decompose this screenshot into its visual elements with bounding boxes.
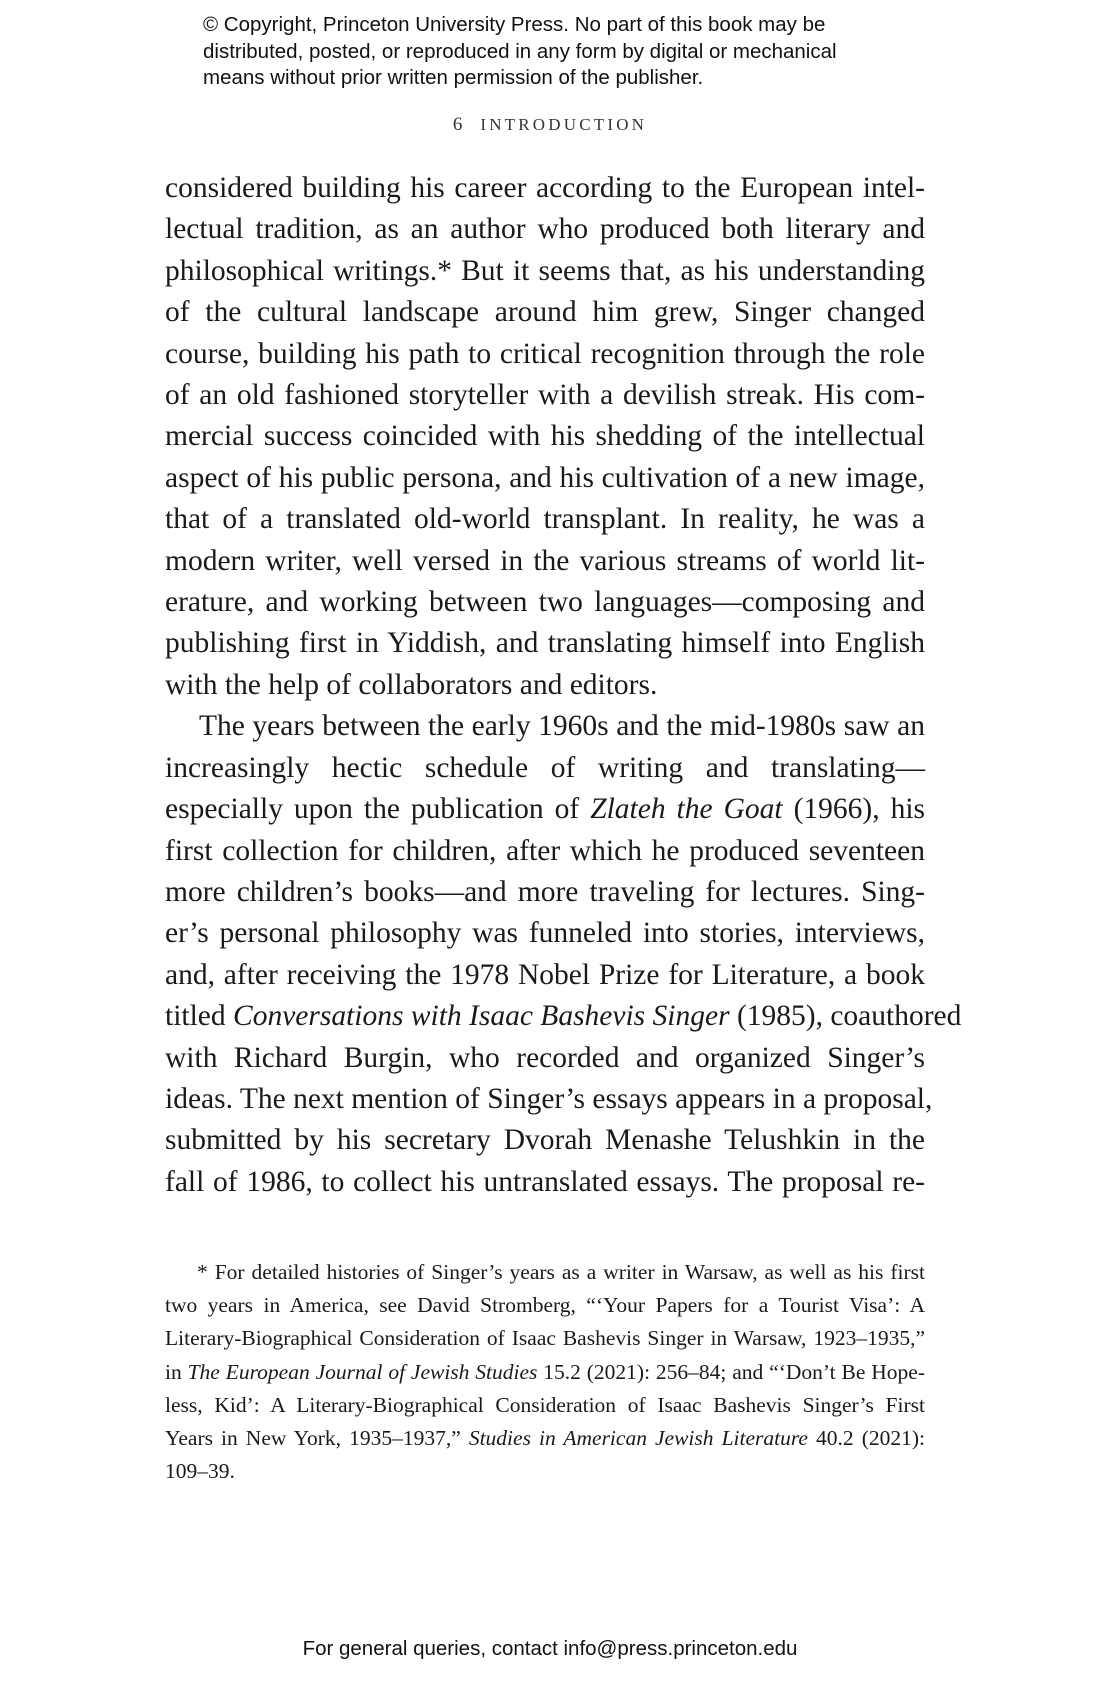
running-head: [0, 114, 1100, 136]
text-run: 40.2 (2021):: [807, 1426, 925, 1451]
italic-title: Zlateh the Goat: [590, 793, 783, 826]
text-line: [165, 1422, 925, 1455]
text-line: [165, 789, 925, 830]
text-line: er’s personal philosophy was funneled into stories, interviews,: [165, 917, 925, 950]
text-run: (1985), coauthored: [729, 1000, 962, 1033]
text-line: of an old fashioned storyteller with a devilish streak. His com-: [165, 379, 925, 412]
copyright-line: means without prior written permission of the publisher.: [203, 66, 704, 89]
text-line: erature, and working between two languages—composing and: [165, 586, 925, 619]
text-line: philosophical writings.* But it seems that, as his understanding: [165, 254, 925, 287]
italic-title: Studies in American Jewish Literature: [468, 1426, 808, 1451]
text-line: The years between the early 1960s and the mid-1980s saw an: [199, 710, 925, 743]
page-number: 6: [452, 114, 463, 135]
text-line: mercial success coincided with his shedding of the intellectual: [165, 420, 925, 453]
copyright-line: © Copyright, Princeton University Press. No part of this book may be: [203, 13, 826, 36]
text-line: more children’s books—and more traveling for lectures. Sing-: [165, 875, 925, 908]
text-line: lectual tradition, as an author who produced both literary and: [165, 213, 925, 246]
text-line: [165, 996, 962, 1037]
text-line: considered building his career according to the European intel-: [165, 172, 925, 204]
italic-title: The European Journal of Jewish Studies: [187, 1359, 538, 1384]
text-line: of the cultural landscape around him grew, Singer changed: [165, 296, 925, 329]
text-line: fall of 1986, to collect his untranslated essays. The proposal re-: [165, 1165, 925, 1198]
text-line: modern writer, well versed in the various streams of world lit-: [165, 544, 925, 577]
text-line: two years in America, see David Stromberg, “‘Your Papers for a Tourist Visa’: A: [165, 1293, 925, 1318]
body-text: [165, 168, 962, 1203]
footer-contact: For general queries, contact info@press.princeton.edu: [302, 1637, 798, 1660]
italic-title: Conversations with Isaac Bashevis Singer: [233, 1000, 730, 1033]
text-run: in: [165, 1359, 188, 1384]
text-line: increasingly hectic schedule of writing and translating—: [165, 751, 925, 784]
text-line: with the help of collaborators and editors.: [165, 668, 658, 701]
text-line: 109–39.: [165, 1459, 235, 1484]
text-line: less, Kid’: A Literary-Biographical Consideration of Isaac Bashevis Singer’s First: [165, 1392, 925, 1417]
text-run: (1966), his: [782, 793, 926, 826]
text-line: Literary-Biographical Consideration of Isaac Bashevis Singer in Warsaw, 1923–1935,”: [165, 1326, 925, 1351]
text-line: and, after receiving the 1978 Nobel Prize for Literature, a book: [165, 958, 925, 991]
text-line: * For detailed histories of Singer’s years as a writer in Warsaw, as well as his first: [197, 1260, 925, 1284]
text-line: with Richard Burgin, who recorded and organized Singer’s: [165, 1041, 925, 1074]
text-line: course, building his path to critical recognition through the role: [165, 337, 925, 370]
text-line: [165, 1356, 925, 1389]
footnote: [165, 1256, 925, 1488]
copyright-line: distributed, posted, or reproduced in any form by digital or mechanical: [203, 39, 837, 63]
text-line: that of a translated old-world transplant. In reality, he was a: [165, 503, 925, 536]
text-line: aspect of his public persona, and his cultivation of a new image,: [165, 461, 925, 494]
text-line: publishing first in Yiddish, and translating himself into English: [165, 627, 925, 660]
text-run: 15.2 (2021): 256–84; and “‘Don’t Be Hope-: [537, 1359, 925, 1384]
chapter-title: INTRODUCTION: [480, 115, 648, 134]
text-run: Years in New York, 1935–1937,”: [165, 1426, 469, 1451]
text-line: submitted by his secretary Dvorah Menashe Telushkin in the: [165, 1124, 925, 1157]
text-line: ideas. The next mention of Singer’s essays appears in a proposal,: [165, 1082, 933, 1115]
text-run: titled: [165, 1000, 234, 1033]
copyright-notice: [203, 12, 837, 92]
text-line: first collection for children, after which he produced seventeen: [165, 834, 925, 867]
text-run: especially upon the publication of: [165, 793, 591, 826]
